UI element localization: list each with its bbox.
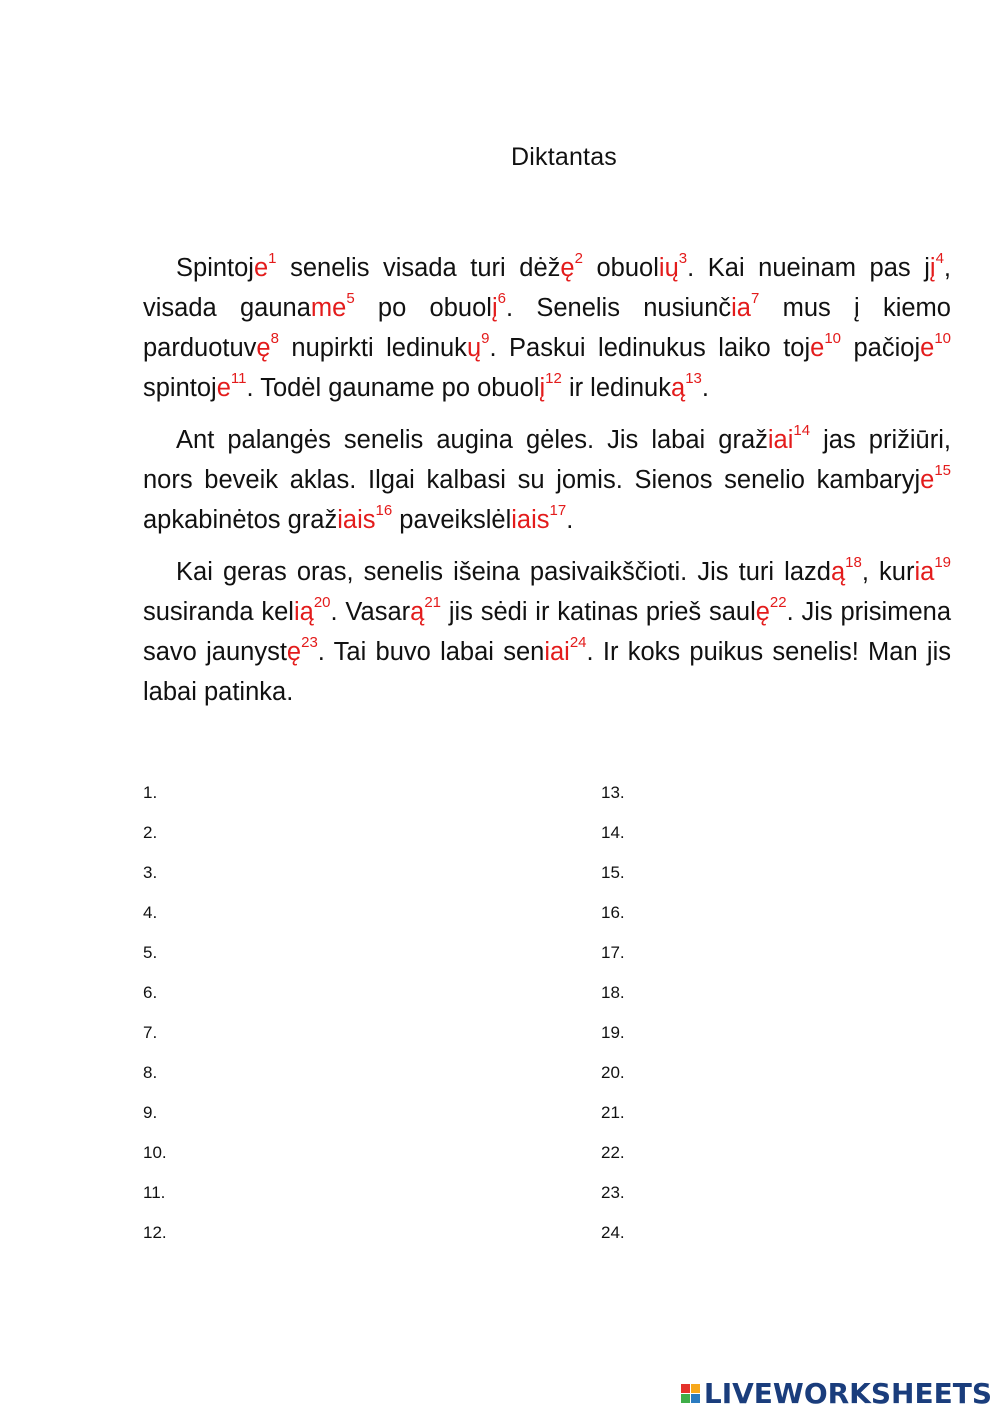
text-run: paveikslėl [392, 506, 512, 534]
answer-number: 1. [143, 783, 158, 802]
highlighted-ending: iais [511, 506, 550, 534]
highlighted-ending: ią [293, 598, 314, 626]
footnote-number: 16 [375, 501, 393, 519]
text-run: . Senelis nusiunč [505, 294, 732, 322]
answer-number: 10. [143, 1143, 167, 1162]
logo-text: LIVEWORKSHEETS [703, 1376, 992, 1410]
answer-number: 22. [601, 1143, 625, 1162]
highlighted-ending: į [491, 294, 498, 322]
footnote-number: 5 [346, 289, 355, 307]
highlighted-ending: e [810, 334, 825, 362]
text-run: , kur [861, 558, 915, 586]
highlighted-ending: iai [767, 426, 794, 454]
answer-number: 19. [601, 1023, 625, 1042]
logo-square [681, 1384, 690, 1393]
footnote-number: 13 [685, 369, 702, 387]
highlighted-ending: e [920, 466, 935, 494]
answer-number: 7. [143, 1023, 158, 1042]
footnote-number: 10 [934, 329, 951, 347]
highlighted-ending: ia [914, 558, 935, 586]
footnote-number: 22 [769, 593, 787, 611]
footnote-number: 17 [549, 501, 567, 519]
answer-number: 14. [601, 823, 625, 842]
answer-number: 11. [143, 1183, 166, 1202]
highlighted-ending: ę [256, 334, 271, 362]
text-run: . Paskui ledinukus laiko toj [489, 334, 811, 362]
text-run: spintoj [143, 374, 217, 402]
logo-square [681, 1394, 690, 1403]
highlighted-ending: ia [731, 294, 751, 322]
answer-number: 4. [143, 903, 158, 922]
text-run: . Todėl gauname po obuol [246, 374, 540, 402]
highlighted-ending: ę [286, 638, 302, 666]
answer-number: 24. [601, 1223, 625, 1242]
paragraph-3 [143, 552, 951, 712]
highlighted-ending: į [539, 374, 546, 402]
text-run: , visada gauna [143, 254, 952, 322]
text-run: nupirkti ledinuk [278, 334, 467, 362]
highlighted-ending: e [216, 374, 231, 402]
paragraph-2 [143, 420, 951, 540]
footnote-number: 12 [545, 369, 562, 387]
answer-number: 16. [601, 903, 625, 922]
highlighted-ending: e [253, 254, 269, 282]
highlighted-ending: iai [544, 638, 570, 666]
answer-number: 17. [601, 943, 625, 962]
logo-square [691, 1394, 700, 1403]
paragraph-1 [143, 248, 951, 408]
footnote-number: 1 [268, 249, 277, 267]
text-run: Ant palangės senelis augina gėles. Jis labai graž [176, 426, 768, 454]
text-run: jas prižiūri, nors beveik aklas. Ilgai kalbasi su jomis. Sienos senelio kambaryj [143, 426, 951, 494]
footnote-number: 14 [793, 421, 811, 439]
answer-number: 15. [601, 863, 625, 882]
text-run: . [701, 374, 709, 402]
highlighted-ending: iais [337, 506, 376, 534]
footnote-number: 18 [845, 553, 862, 571]
footnote-number: 11 [230, 369, 247, 387]
footnote-number: 24 [569, 633, 587, 651]
text-run: Spintoj [176, 254, 254, 282]
logo-mark-icon [681, 1384, 700, 1403]
highlighted-ending: ų [466, 334, 482, 362]
highlighted-ending: ę [755, 598, 770, 626]
text-run: . Tai buvo labai sen [317, 638, 545, 666]
footnote-number: 2 [574, 249, 583, 267]
footnote-number: 21 [424, 593, 442, 611]
highlighted-ending: me [310, 294, 347, 322]
logo-square [691, 1384, 700, 1393]
answer-number: 20. [601, 1063, 625, 1082]
answer-list-right [601, 779, 625, 1259]
answer-number: 13. [601, 783, 625, 802]
text-run: mus į kiemo parduotuv [143, 294, 951, 362]
text-run: . Jis prisimena savo jaunyst [143, 598, 952, 666]
highlighted-ending: ą [410, 598, 425, 626]
text-run: ir ledinuk [561, 374, 671, 402]
highlighted-ending: ių [658, 254, 679, 282]
answer-number: 21. [601, 1103, 625, 1122]
answer-number: 8. [143, 1063, 158, 1082]
text-run: pačioj [841, 334, 921, 362]
footnote-number: 4 [935, 249, 944, 267]
text-run: senelis visada turi dėž [276, 254, 561, 282]
text-run: Kai geras oras, senelis išeina pasivaikščioti. Jis turi lazd [176, 558, 831, 586]
footnote-number: 20 [313, 593, 331, 611]
text-run: jis sėdi ir katinas prieš saul [441, 598, 756, 626]
footnote-number: 8 [270, 329, 279, 347]
text-run: susiranda kel [143, 598, 294, 626]
footnote-number: 15 [934, 461, 951, 479]
answer-number: 9. [143, 1103, 158, 1122]
highlighted-ending: e [920, 334, 935, 362]
text-run: . Ir koks puikus senelis! Man jis labai patinka. [143, 638, 951, 706]
highlighted-ending: ą [830, 558, 846, 586]
footnote-number: 6 [497, 289, 506, 307]
answer-number: 12. [143, 1223, 167, 1242]
footnote-number: 23 [301, 633, 318, 651]
text-run: apkabinėtos graž [143, 506, 338, 534]
footnote-number: 7 [750, 289, 760, 307]
text-run: po obuol [354, 294, 492, 322]
text-run: . Kai nueinam pas j [687, 254, 930, 282]
footnote-number: 19 [934, 553, 951, 571]
answer-number: 6. [143, 983, 158, 1002]
highlighted-ending: ą [671, 374, 686, 402]
answer-number: 5. [143, 943, 158, 962]
highlighted-ending: ę [560, 254, 575, 282]
page-title: Diktantas [510, 143, 617, 171]
text-run: obuol [582, 254, 659, 282]
answer-number: 18. [601, 983, 625, 1002]
answer-number: 23. [601, 1183, 625, 1202]
answer-number: 3. [143, 863, 158, 882]
answer-list-left [143, 779, 167, 1259]
footnote-number: 3 [678, 249, 688, 267]
footnote-number: 9 [481, 329, 490, 347]
highlighted-ending: į [929, 254, 936, 282]
text-run: . [566, 506, 574, 534]
footnote-number: 10 [824, 329, 842, 347]
text-run: . Vasar [330, 598, 411, 626]
answer-number: 2. [143, 823, 158, 842]
liveworksheets-logo [681, 1378, 992, 1408]
dictation-text [143, 248, 951, 724]
